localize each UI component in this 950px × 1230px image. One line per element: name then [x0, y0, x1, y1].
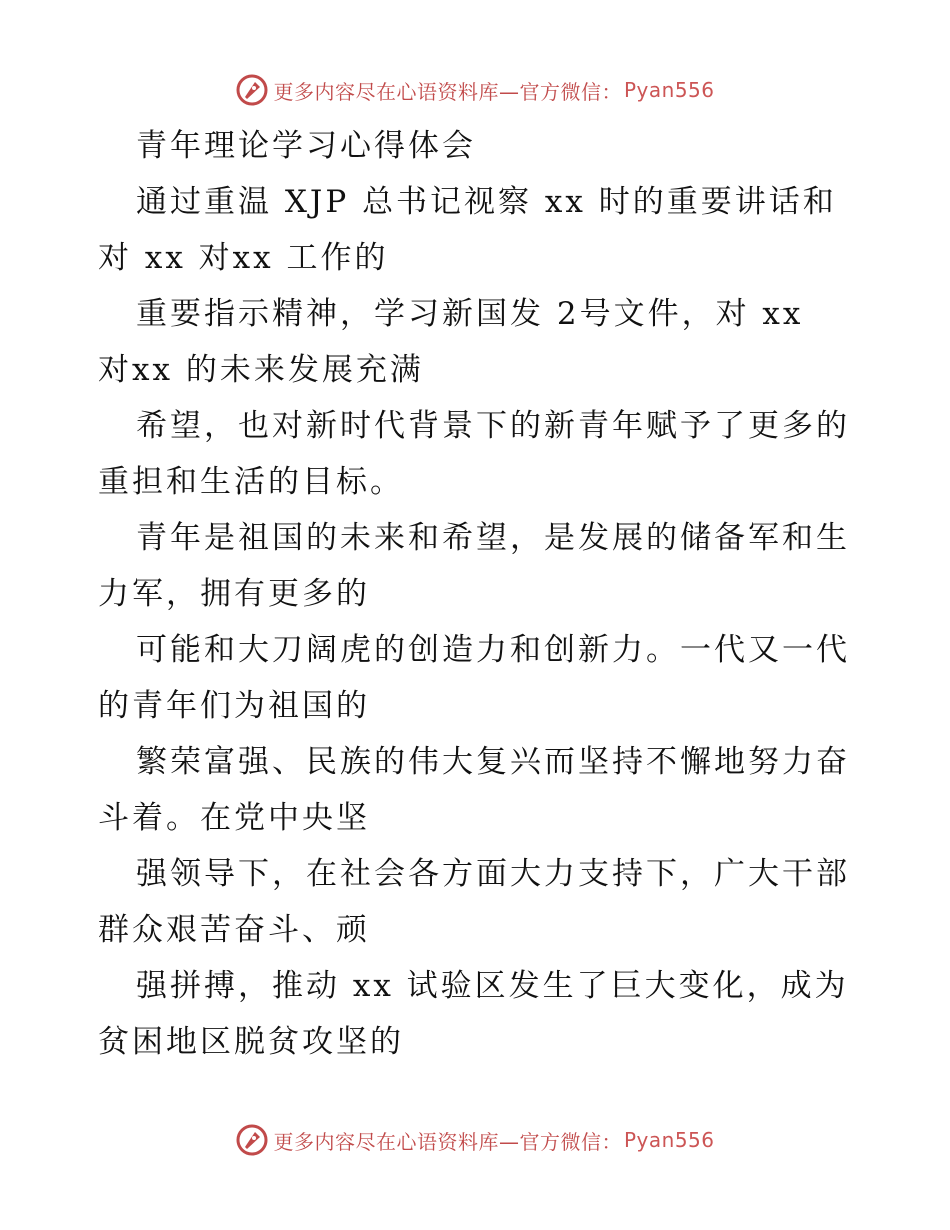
text-line: 希望，也对新时代背景下的新青年赋予了更多的: [136, 408, 850, 444]
paragraph-2: [98, 286, 858, 398]
document-body: [98, 118, 858, 1070]
footer-watermark: [0, 1120, 950, 1160]
header-watermark: [0, 70, 950, 110]
text-line: 青年是祖国的未来和希望，是发展的储备军和生: [136, 520, 850, 556]
paragraph-7: [98, 846, 858, 958]
text-line: 力军，拥有更多的: [98, 576, 370, 612]
text-line: 繁荣富强、民族的伟大复兴而坚持不懈地努力奋: [136, 744, 850, 780]
text-line: 强拼搏，推动 xx 试验区发生了巨大变化，成为: [136, 968, 849, 1004]
watermark-text: 更多内容尽在心语资料库—官方微信：: [273, 1129, 622, 1154]
watermark-wechat-id: Pyan556: [623, 1128, 715, 1152]
document-title: 青年理论学习心得体会: [136, 128, 476, 164]
paragraph-6: [98, 734, 858, 846]
text-line: 群众艰苦奋斗、顽: [98, 912, 370, 948]
text-line: 对 xx 对xx 工作的: [98, 240, 389, 276]
paragraph-8: [98, 958, 858, 1070]
text-line: 重担和生活的目标。: [98, 464, 404, 500]
text-line: 斗着。在党中央坚: [98, 800, 370, 836]
text-line: 通过重温 XJP 总书记视察 xx 时的重要讲话和: [136, 184, 837, 220]
text-line: 强领导下，在社会各方面大力支持下，广大干部: [136, 856, 850, 892]
paragraph-1: [98, 174, 858, 286]
text-line: 贫困地区脱贫攻坚的: [98, 1024, 404, 1060]
watermark-text: 更多内容尽在心语资料库—官方微信：: [273, 79, 622, 104]
paragraph-3: [98, 398, 858, 510]
text-line: 对xx 的未来发展充满: [98, 352, 424, 388]
pen-nib-circle-icon: [235, 73, 269, 107]
text-line: 重要指示精神，学习新国发 2号文件，对 xx: [136, 296, 804, 332]
paragraph-4: [98, 510, 858, 622]
text-line: 的青年们为祖国的: [98, 688, 370, 724]
text-line: 可能和大刀阔虎的创造力和创新力。一代又一代: [136, 632, 850, 668]
pen-nib-circle-icon: [235, 1123, 269, 1157]
watermark-wechat-id: Pyan556: [623, 78, 715, 102]
paragraph-5: [98, 622, 858, 734]
